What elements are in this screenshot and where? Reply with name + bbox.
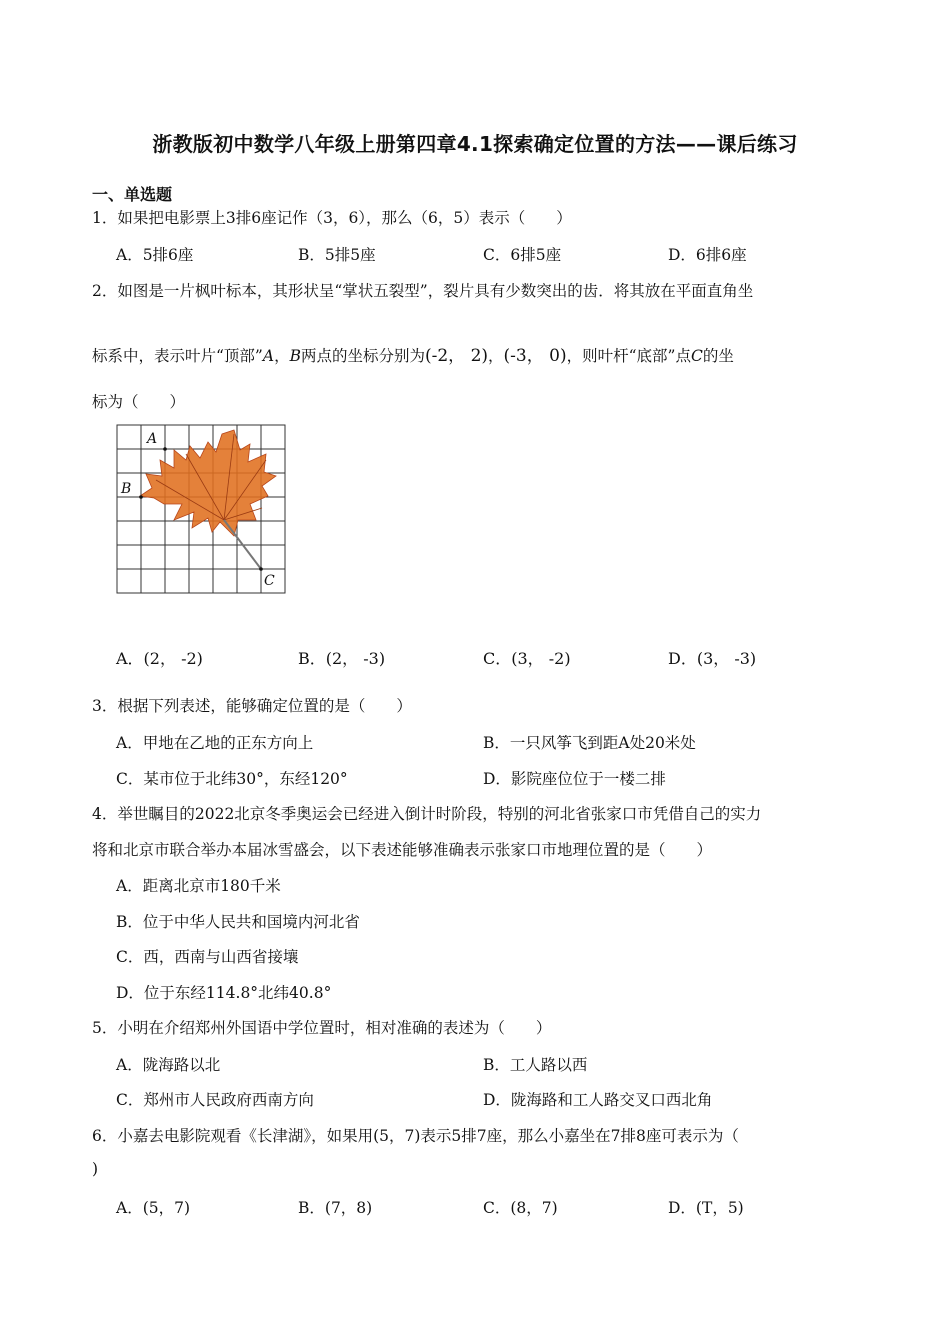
q4-option-b: B．位于中华人民共和国境内河北省 [116,913,360,931]
q3-option-d: D．影院座位位于一楼二排 [483,770,666,788]
q2-option-d: D．(3， -3) [668,649,757,668]
q3-option-b: B．一只风筝飞到距A处20米处 [483,734,696,752]
q1-option-c: C．6排5座 [483,246,562,264]
question-6-line-2: ) [92,1160,99,1178]
q2-point-c: C [690,347,703,365]
q2-option-b: B．(2， -3) [298,649,386,668]
figure-label-b: B [121,481,132,497]
question-4-line-1: 4．举世瞩目的2022北京冬季奥运会已经进入倒计时阶段，特别的河北省张家口市凭借自己的实力 [92,805,762,823]
q2-point-b: B [289,347,301,365]
q2-point-a: A [262,347,275,365]
page-title: 浙教版初中数学八年级上册第四章4.1探索确定位置的方法——课后练习 [152,132,798,156]
q2-option-c: C．(3， -2) [483,649,571,668]
q4-option-c: C．西，西南与山西省接壤 [116,948,299,966]
question-3-stem: 3．根据下列表述，能够确定位置的是（ ） [92,697,412,715]
q2-separator: ， [274,347,290,365]
q5-option-d: D．陇海路和工人路交叉口西北角 [483,1091,713,1109]
question-2-line-2 [92,341,734,366]
q6-option-b: B．(7，8) [298,1199,373,1217]
question-6-line-1: 6．小嘉去电影院观看《长津湖》，如果用(5，7)表示5排7座，那么小嘉坐在7排8座可表示为（ [92,1127,739,1145]
q3-option-c: C．某市位于北纬30°，东经120° [116,770,348,788]
q3-option-a: A．甲地在乙地的正东方向上 [116,734,314,752]
q2-option-a: A．(2， -2) [116,649,203,668]
q1-option-a: A．5排6座 [116,246,194,264]
question-2-line-3: 标为（ ） [92,393,186,411]
q6-option-a: A．(5，7) [116,1199,191,1217]
point-a-marker [163,447,167,451]
question-1-stem: 1．如果把电影票上3排6座记作（3，6），那么（6，5）表示（ ） [92,209,572,227]
q6-option-d: D．(T，5) [668,1199,744,1217]
q4-option-d: D．位于东经114.8°北纬40.8° [116,984,332,1002]
q1-option-b: B．5排5座 [298,246,376,264]
q4-option-a: A．距离北京市180千米 [116,877,281,895]
question-5-stem: 5．小明在介绍郑州外国语中学位置时，相对准确的表述为（ ） [92,1019,552,1037]
q2-comma: ， [488,347,504,365]
q2-text-d: 的坐 [702,347,734,365]
q2-text-b: 两点的坐标分别为 [300,347,425,365]
q2-coord-a: (-2， 2) [424,346,489,366]
question-2-line-1: 2．如图是一片枫叶标本，其形状呈“掌状五裂型”，裂片具有少数突出的齿．将其放在平面直角坐 [92,282,754,300]
point-b-marker [139,495,143,499]
q5-option-c: C．郑州市人民政府西南方向 [116,1091,314,1109]
section-heading: 一、单选题 [92,185,173,204]
q5-option-b: B．工人路以西 [483,1056,588,1074]
q2-text-c: ，则叶杆“底部”点 [566,347,691,365]
q2-coord-b: (-3， 0) [503,346,567,366]
q2-text-a: 标系中，表示叶片“顶部” [92,347,263,365]
q1-option-d: D．6排6座 [668,246,747,264]
q5-option-a: A．陇海路以北 [116,1056,221,1074]
figure-label-a: A [147,431,158,447]
question-4-line-2: 将和北京市联合举办本届冰雪盛会，以下表述能够准确表示张家口市地理位置的是（ ） [92,841,713,859]
figure-label-c: C [264,573,275,589]
point-c-marker [259,567,263,571]
q6-option-c: C．(8，7) [483,1199,558,1217]
maple-leaf-grid-figure [116,424,288,596]
